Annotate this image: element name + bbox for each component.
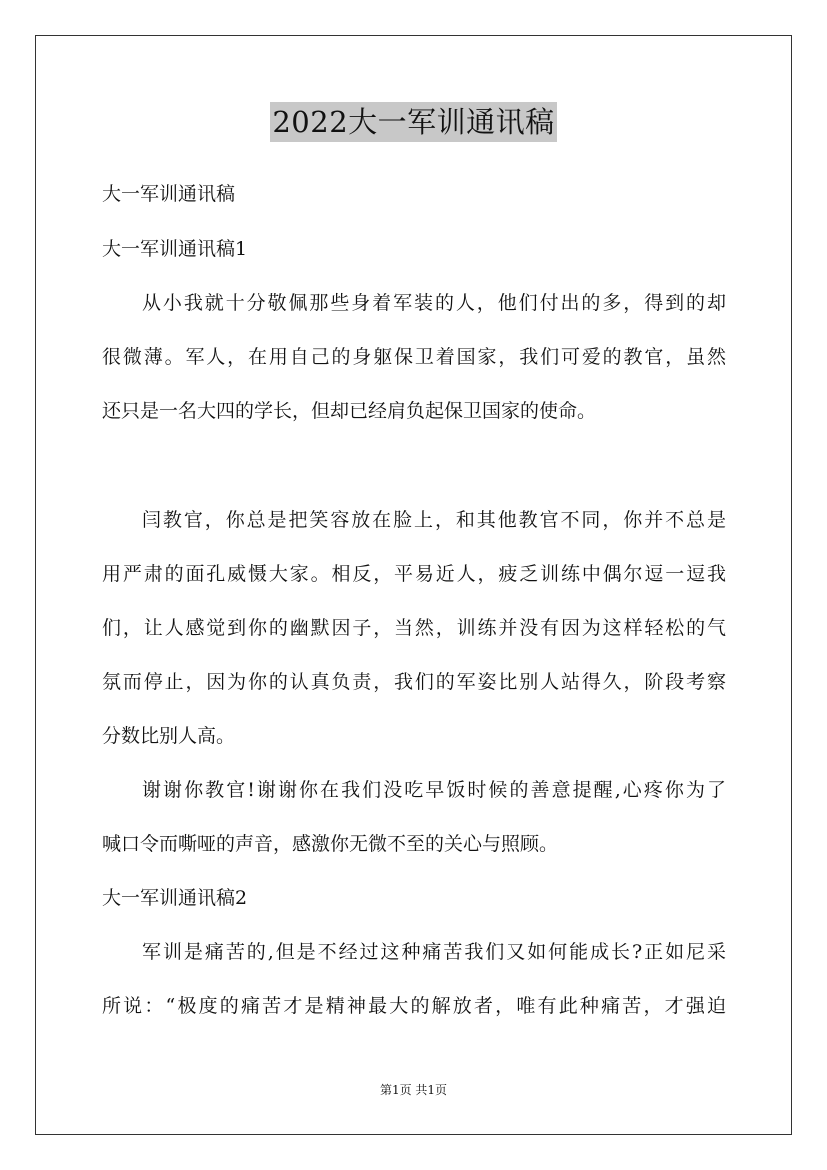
section-heading-1: 大一军训通讯稿1 [102, 238, 248, 260]
paragraph-line: 从小我就十分敬佩那些身着军装的人，他们付出的多，得到的却 [142, 292, 726, 314]
paragraph-line: 们，让人感觉到你的幽默因子，当然，训练并没有因为这样轻松的气 [102, 617, 726, 639]
section-heading-2: 大一军训通讯稿2 [102, 887, 248, 909]
paragraph-line: 喊口令而嘶哑的声音，感激你无微不至的关心与照顾。 [102, 833, 559, 855]
paragraph-line: 用严肃的面孔威慑大家。相反，平易近人，疲乏训练中偶尔逗一逗我 [102, 563, 726, 585]
paragraph-line: 闫教官，你总是把笑容放在脸上，和其他教官不同，你并不总是 [142, 509, 726, 531]
paragraph-line: 分数比别人高。 [102, 725, 236, 747]
document-title: 2022大一军训通讯稿 [270, 102, 556, 142]
document-title-wrapper [0, 102, 827, 142]
paragraph-line: 谢谢你教官!谢谢你在我们没吃早饭时候的善意提醒,心疼你为了 [142, 779, 726, 801]
subtitle-line: 大一军训通讯稿 [102, 183, 236, 205]
paragraph-line: 军训是痛苦的,但是不经过这种痛苦我们又如何能成长?正如尼采 [142, 941, 726, 963]
page-footer: 第1页 共1页 [379, 1083, 448, 1097]
paragraph-line: 所说：“极度的痛苦才是精神最大的解放者，唯有此种痛苦，才强迫 [102, 995, 726, 1017]
paragraph-line: 还只是一名大四的学长，但却已经肩负起保卫国家的使命。 [102, 400, 597, 422]
paragraph-line: 很微薄。军人，在用自己的身躯保卫着国家，我们可爱的教官，虽然 [102, 346, 726, 368]
paragraph-line: 氛而停止，因为你的认真负责，我们的军姿比别人站得久，阶段考察 [102, 671, 726, 693]
